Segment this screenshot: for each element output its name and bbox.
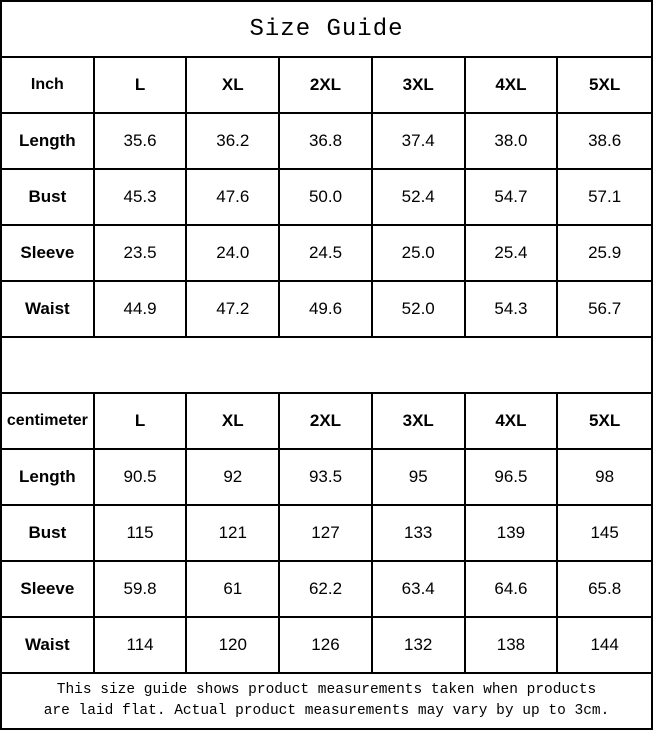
table-cell: 138 [466, 618, 559, 672]
table-cell: 38.6 [588, 131, 622, 150]
table-cell: 52.0 [373, 282, 466, 336]
table-cell: 24.5 [280, 226, 373, 280]
cm-sleeve-row [2, 562, 651, 618]
table-cell: 121 [187, 506, 280, 560]
cm-size-header-4xl: 4XL [466, 394, 559, 448]
measurement-disclaimer [2, 674, 651, 728]
cm-size-header-5xl: 5XL [589, 411, 621, 430]
table-cell: 47.6 [187, 170, 280, 224]
inch-size-header-3xl: 3XL [373, 58, 466, 112]
table-cell: 127 [280, 506, 373, 560]
inch-size-header-4xl: 4XL [466, 58, 559, 112]
cm-length-row [2, 450, 651, 506]
table-cell: 36.2 [187, 114, 280, 168]
table-cell: 38.0 [466, 114, 559, 168]
table-cell: 25.4 [466, 226, 559, 280]
table-cell: 90.5 [95, 450, 188, 504]
cm-unit-header: centimeter [2, 394, 95, 448]
table-cell: 65.8 [588, 579, 622, 598]
table-cell: 23.5 [95, 226, 188, 280]
row-label: Waist [2, 618, 95, 672]
inch-header-row [2, 58, 651, 114]
inch-size-header-2xl: 2XL [280, 58, 373, 112]
inch-bust-row [2, 170, 651, 226]
table-cell: 120 [187, 618, 280, 672]
row-label: Waist [2, 282, 95, 336]
table-cell: 25.9 [588, 243, 622, 262]
table-cell: 126 [280, 618, 373, 672]
cm-size-header-2xl: 2XL [280, 394, 373, 448]
table-cell: 96.5 [466, 450, 559, 504]
row-label: Sleeve [2, 226, 95, 280]
table-cell: 56.7 [588, 299, 622, 318]
cm-waist-row [2, 618, 651, 674]
table-cell: 93.5 [280, 450, 373, 504]
disclaimer-line-2: are laid flat. Actual product measurements may vary by up to 3cm. [43, 703, 610, 719]
table-cell: 57.1 [588, 187, 622, 206]
inch-length-row [2, 114, 651, 170]
row-label: Bust [2, 170, 95, 224]
table-cell: 47.2 [187, 282, 280, 336]
cm-header-row [2, 394, 651, 450]
page-title [2, 2, 651, 58]
inch-unit-header: Inch [2, 58, 95, 112]
row-label: Sleeve [2, 562, 95, 616]
cm-size-header-l: L [95, 394, 188, 448]
table-cell: 61 [187, 562, 280, 616]
table-cell: 36.8 [280, 114, 373, 168]
inch-size-header-xl: XL [187, 58, 280, 112]
inch-sleeve-row [2, 226, 651, 282]
inch-size-header-5xl: 5XL [589, 75, 621, 94]
table-cell: 139 [466, 506, 559, 560]
disclaimer-line-1: This size guide shows product measurements taken when products [56, 681, 597, 698]
inch-waist-row [2, 282, 651, 338]
cm-size-header-xl: XL [187, 394, 280, 448]
table-cell: 54.7 [466, 170, 559, 224]
table-cell: 52.4 [373, 170, 466, 224]
table-cell: 64.6 [466, 562, 559, 616]
cm-bust-row [2, 506, 651, 562]
table-cell: 145 [590, 523, 619, 542]
row-label: Length [2, 114, 95, 168]
table-cell: 25.0 [373, 226, 466, 280]
table-cell: 95 [373, 450, 466, 504]
table-separator [2, 338, 651, 394]
table-cell: 50.0 [280, 170, 373, 224]
table-cell: 144 [590, 635, 619, 654]
table-cell: 98 [595, 467, 615, 486]
table-cell: 115 [95, 506, 188, 560]
table-cell: 62.2 [280, 562, 373, 616]
cm-size-header-3xl: 3XL [373, 394, 466, 448]
table-cell: 59.8 [95, 562, 188, 616]
table-cell: 92 [187, 450, 280, 504]
page-title-text: Size Guide [249, 15, 404, 43]
table-cell: 49.6 [280, 282, 373, 336]
table-cell: 54.3 [466, 282, 559, 336]
table-cell: 63.4 [373, 562, 466, 616]
table-cell: 114 [95, 618, 188, 672]
table-cell: 132 [373, 618, 466, 672]
row-label: Bust [2, 506, 95, 560]
table-cell: 37.4 [373, 114, 466, 168]
row-label: Length [2, 450, 95, 504]
table-cell: 45.3 [95, 170, 188, 224]
inch-size-header-l: L [95, 58, 188, 112]
table-cell: 35.6 [95, 114, 188, 168]
table-cell: 44.9 [95, 282, 188, 336]
table-cell: 24.0 [187, 226, 280, 280]
table-cell: 133 [373, 506, 466, 560]
